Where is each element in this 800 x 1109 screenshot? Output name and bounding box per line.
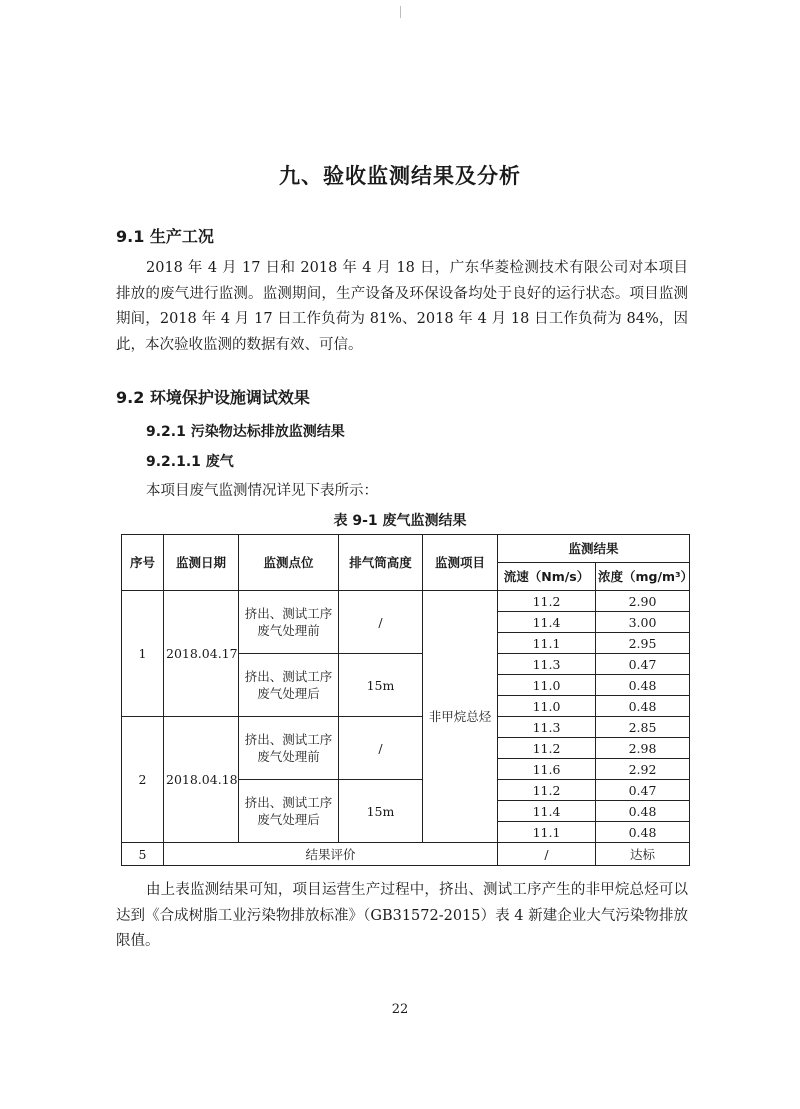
table-title: 表 9-1 废气监测结果 xyxy=(333,513,467,529)
header-flow: 流速（Nm/s） xyxy=(498,563,596,591)
header-seq: 序号 xyxy=(122,535,164,591)
section-heading-9-2: 9.2 环境保护设施调试效果 xyxy=(116,388,310,407)
section-heading-9-2-1-1: 9.2.1.1 废气 xyxy=(146,454,234,470)
point-cell: 挤出、测试工序废气处理前 xyxy=(239,591,339,654)
header-point: 监测点位 xyxy=(239,535,339,591)
footer-result-cell: 达标 xyxy=(596,843,690,866)
height-cell: 15m xyxy=(339,780,423,843)
flow-cell: 11.4 xyxy=(498,801,596,822)
production-conditions-paragraph: 2018 年 4 月 17 日和 2018 年 4 月 18 日，广东华菱检测技术有限公司对本项目排放的废气进行监测。监测期间，生产设备及环保设备均处于良好的运行状态。项目监测期间，2018 年 4 月 17 日工作负荷为 81%、2018 年 4 月 18 日工作负荷为 84%，因此，本次验收监测的数据有效、可信。 xyxy=(116,260,688,353)
concentration-cell: 0.48 xyxy=(596,696,690,717)
footer-flow-cell: / xyxy=(498,843,596,866)
flow-cell: 11.2 xyxy=(498,780,596,801)
section-heading-9-1: 9.1 生产工况 xyxy=(116,227,214,246)
flow-cell: 11.3 xyxy=(498,654,596,675)
point-cell: 挤出、测试工序废气处理后 xyxy=(239,780,339,843)
seq-cell: 1 xyxy=(122,591,164,717)
flow-cell: 11.6 xyxy=(498,759,596,780)
concentration-cell: 0.48 xyxy=(596,801,690,822)
header-stack-height: 排气筒高度 xyxy=(339,535,423,591)
header-date: 监测日期 xyxy=(164,535,239,591)
flow-cell: 11.1 xyxy=(498,822,596,843)
evaluation-row xyxy=(122,843,690,866)
flow-cell: 11.0 xyxy=(498,696,596,717)
footer-label-cell: 结果评价 xyxy=(164,843,498,866)
table-row xyxy=(122,591,690,612)
header-item: 监测项目 xyxy=(423,535,498,591)
footer-seq-cell: 5 xyxy=(122,843,164,866)
table-intro-text: 本项目废气监测情况详见下表所示： xyxy=(146,483,378,499)
concentration-cell: 2.92 xyxy=(596,759,690,780)
scan-mark xyxy=(400,6,401,18)
concentration-cell: 3.00 xyxy=(596,612,690,633)
concentration-cell: 2.95 xyxy=(596,633,690,654)
concentration-cell: 2.90 xyxy=(596,591,690,612)
flow-cell: 11.3 xyxy=(498,717,596,738)
item-cell: 非甲烷总烃 xyxy=(423,591,498,843)
height-cell: 15m xyxy=(339,654,423,717)
exhaust-monitoring-table xyxy=(121,534,694,866)
date-cell: 2018.04.18 xyxy=(164,717,239,843)
height-cell: / xyxy=(339,591,423,654)
header-results: 监测结果 xyxy=(498,535,690,563)
flow-cell: 11.1 xyxy=(498,633,596,654)
flow-cell: 11.4 xyxy=(498,612,596,633)
concentration-cell: 0.48 xyxy=(596,675,690,696)
header-concentration: 浓度（mg/m³） xyxy=(596,563,690,591)
conclusion-paragraph: 由上表监测结果可知，项目运营生产过程中，挤出、测试工序产生的非甲烷总烃可以达到《合成树脂工业污染物排放标准》（GB31572-2015）表 4 新建企业大气污染物排放限值。 xyxy=(116,882,688,949)
height-cell: / xyxy=(339,717,423,780)
concentration-cell: 0.47 xyxy=(596,654,690,675)
section-heading-9-2-1: 9.2.1 污染物达标排放监测结果 xyxy=(146,424,345,440)
flow-cell: 11.2 xyxy=(498,591,596,612)
concentration-cell: 0.47 xyxy=(596,780,690,801)
date-cell: 2018.04.17 xyxy=(164,591,239,717)
table-row xyxy=(122,717,690,738)
concentration-cell: 2.98 xyxy=(596,738,690,759)
point-cell: 挤出、测试工序废气处理后 xyxy=(239,654,339,717)
concentration-cell: 0.48 xyxy=(596,822,690,843)
seq-cell: 2 xyxy=(122,717,164,843)
point-cell: 挤出、测试工序废气处理前 xyxy=(239,717,339,780)
flow-cell: 11.0 xyxy=(498,675,596,696)
flow-cell: 11.2 xyxy=(498,738,596,759)
page-number: 22 xyxy=(391,1002,409,1017)
chapter-title: 九、验收监测结果及分析 xyxy=(279,164,521,188)
concentration-cell: 2.85 xyxy=(596,717,690,738)
